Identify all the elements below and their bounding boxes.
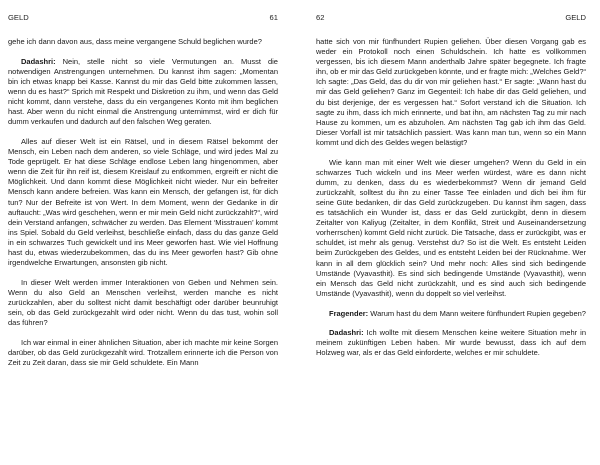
paragraph: Wie kann man mit einer Welt wie dieser umgehen? Wenn du Geld in ein schwarzes Tuch wickeln und ins Meer werfen würdest, wäre es dann nicht dumm, zu denken, dass du es wiederbekommst? Wenn dir jemand Geld zurückzahlt, solltest du ihn zu einer Tasse Tee einladen und dich bei ihm für seine Güte bedanken, dir das Geld zurückzugeben. Du kannst ihm sagen, dass es tatsächlich ein Wunder ist, dass er das Geld zurückgibt, denn in diesem Zeitalter von Kaliyug (Zeitalter, in dem Konflikt, Streit und Auseinandersetzung vorherrschen) kommt Geld nicht zurück. Die Tatsache, dass er zurückgibt, was er schuldet, ist mehr als genug. Verstehst du? So ist die Welt. Es entsteht Leiden beim Zurückgeben des Geldes, und es entsteht Leiden bei der Rücknahme. Wer kann in all dem glücklich sein? Und mehr noch: Alles sind sich bedingende Umstände (Vyavasthit). Es sind sich bedingende Umstände (Vyavasthit), wenn ein Mensch das Geld nicht zurückzahlt, und es sind auch sich bedingende Umstände (Vyavasthit), wenn du doppelt so viel verleihst. [316,157,586,298]
left-page-body [8,37,278,368]
paragraph: Alles auf dieser Welt ist ein Rätsel, und in diesem Rätsel bekommt der Mensch, ein Leben nach dem anderen, so viele Schläge, und wird jedes Mal zu Tode geprügelt. Er hat diese Schläge endlose Leben lang hingenommen, aber wenn die Zeit für ihn reif ist, diesem Kreislauf zu entkommen, ergreift er nicht die Möglichkeit. Und dann kommt diese Möglichkeit nicht wieder. Nur ein befreiter Mensch kann andere befreien. Was kann ein Mensch, der gefangen ist, für dich tun? Nur der Befreite ist von Wert. In dem Moment, wenn der Gedanke in dir auftaucht: „Was wird geschehen, wenn er mir mein Geld nicht zurückzahlt?“, wird dein Verstand anfangen, schwächer zu werden. Das Element ‘Misstrauen’ kommt ins Spiel. Sobald du Geld verleihst, beschließe einfach, dass du das ganze Geld in ein schwarzes Tuch gewickelt und ins Meer geworfen hast. Wie viel Hoffnung hast du, etwas wiederzubekommen, das du ins Meer geworfen hast? Gib ohne irgendwelche Erwartungen, ansonsten gib nicht. [8,136,278,268]
paragraph: Ich war einmal in einer ähnlichen Situation, aber ich machte mir keine Sorgen darüber, ob das Geld zurückgezahlt wird. Trotzallem erinnerte ich die Person von Zeit zu Zeit daran, dass sie mir Geld schuldete. Ein Mann [8,337,278,367]
left-page [8,0,278,465]
right-page-body [316,37,586,359]
running-title: GELD [565,13,586,22]
speaker-label: Dadashri: [329,328,364,338]
paragraph: Dadashri: Ich wollte mit diesem Menschen keine weitere Situation mehr in meinem zukünftigen Leben haben. Mir wurde bewusst, dass ich auf dem Holzweg war, als er das Geld einforderte, welches er mir schuldete. [316,328,586,358]
page-number: 62 [316,13,325,22]
right-page [316,0,586,465]
paragraph: Dadashri: Nein, stelle nicht so viele Vermutungen an. Musst die notwendigen Anstrengungen unternehmen. Du kannst ihm sagen: „Momentan bin ich etwas knapp bei Kasse. Kannst du mir das Geld bitte zukommen lassen, wenn du es hast?“ Sprich mit Respekt und Diskretion zu ihm, und wenn das Geld nicht kommt, dann verstehe, dass du ein vergangenes Konto mit ihm beglichen hast. Aber wenn du nicht einmal die Anstrengung unternimmst, wird er dich für dumm verkaufen und dadurch auf den falschen Weg geraten. [8,56,278,127]
paragraph: hatte sich von mir fünfhundert Rupien geliehen. Über diesen Vorgang gab es weder ein Protokoll noch einen Schuldschein. Ich hatte es vollkommen vergessen, bis ich diesem Mann anderthalb Jahre später begegnete. Ich fragte ihn, ob er mir das Geld zurückgeben könnte, und er fragte mich: „Welches Geld?“ Ich sagte: „Das Geld, das du dir von mir geliehen hast.“ Er sagte: „Wann hast du mir das Geld geliehen? Ganz im Gegenteil: Ich habe dir das Geld geliehen, und du bist derjenige, der es vergessen hat.“ Sofort verstand ich die Situation. Ich sagte zu ihm, dass ich mich erinnerte, und bat ihn, am nächsten Tag zu mir nach Hause zu kommen, um es abzuholen. Am nächsten Tag gab ich ihm das Geld. Dieser Vorfall ist mir tatsächlich passiert. Was kann man tun, wenn so ein Mann kommt und dich des Geldes wegen belästigt? [316,37,586,147]
running-title: GELD [8,13,29,22]
paragraph: Fragender: Warum hast du dem Mann weitere fünfhundert Rupien gegeben? [329,308,586,318]
speaker-label: Fragender: [329,308,369,318]
page-number: 61 [269,13,278,22]
speaker-label: Dadashri: [21,56,56,66]
paragraph: In dieser Welt werden immer Interaktionen von Geben und Nehmen sein. Wenn du also Geld an Menschen verleihst, werden manche es nicht zurückzahlen, aber du solltest nicht damit beschäftigt oder darüber beunruhigt sein, ob das Geld zurückgezahlt wird oder nicht. Wenn du das tust, wohin soll das führen? [8,277,278,328]
paragraph: gehe ich dann davon aus, dass meine vergangene Schuld beglichen wurde? [8,37,262,46]
